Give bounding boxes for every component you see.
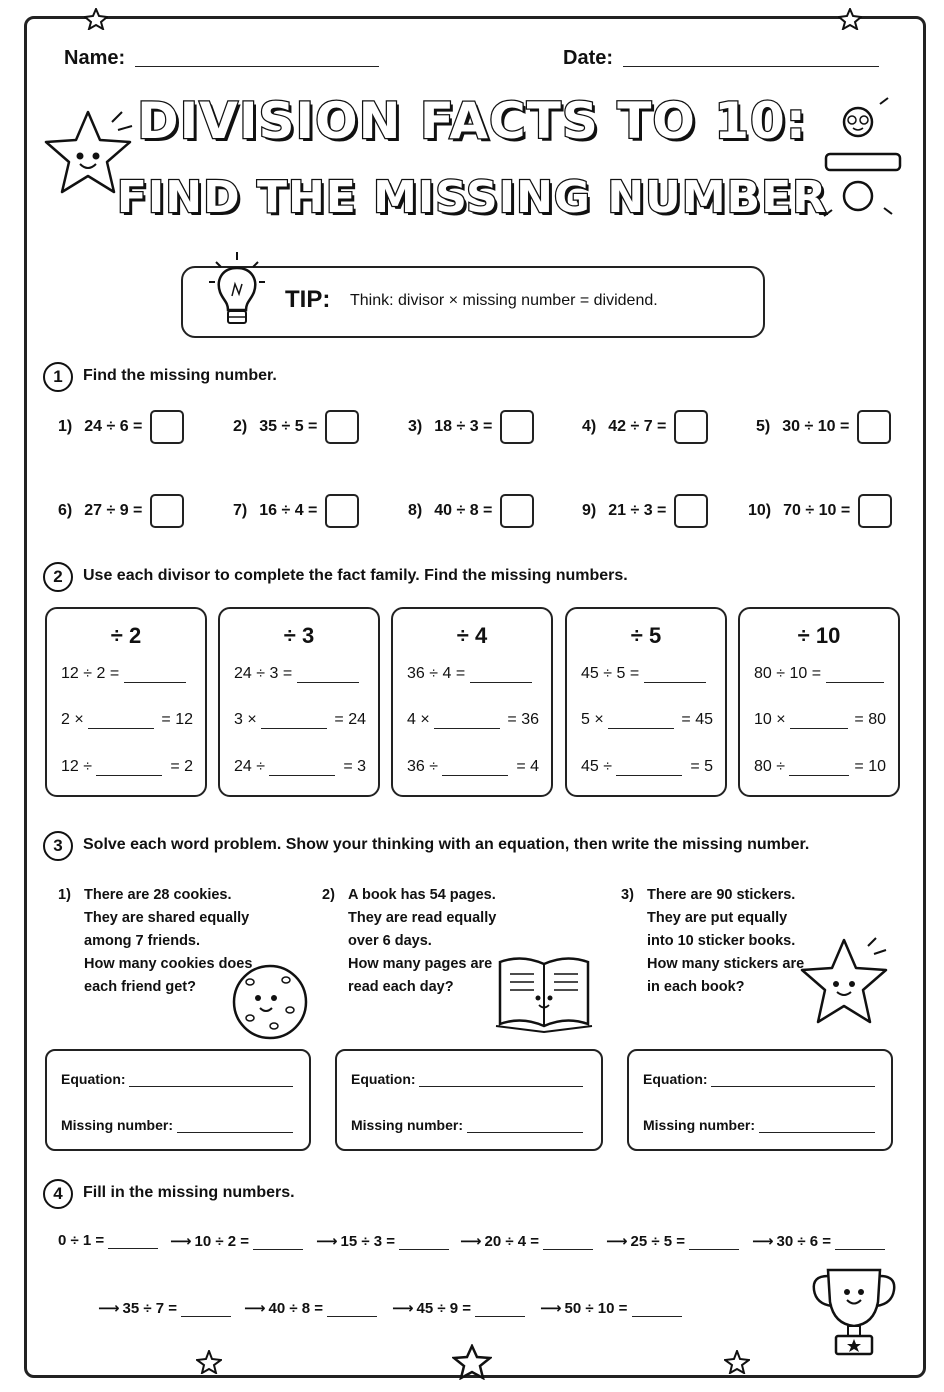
arrow-right-icon: ⟶ [460,1233,482,1250]
section-4-instruction: Fill in the missing numbers. [83,1184,295,1201]
missing-number-field[interactable] [467,1118,583,1133]
problem-item: 6) 27 ÷ 9 = [58,494,184,528]
blank-line[interactable] [96,761,162,776]
blank-line[interactable] [399,1235,449,1250]
arrow-right-icon: ⟶ [752,1233,774,1250]
word-problem: 3) There are 90 stickers. They are put equally into 10 sticker books. How many stickers are in each book? [621,887,805,995]
arrow-right-icon: ⟶ [606,1233,628,1250]
blank-line[interactable] [470,668,532,683]
answer-box[interactable] [150,494,184,528]
problem-item: 9) 21 ÷ 3 = [582,494,708,528]
blank-line[interactable] [88,714,154,729]
section-2-instruction: Use each divisor to complete the fact family. Find the missing numbers. [83,567,628,584]
division-symbol-mascot-icon [818,96,918,220]
answer-box[interactable] [857,410,891,444]
open-book-icon [494,952,594,1034]
arrow-right-icon: ⟶ [98,1300,120,1317]
blank-line[interactable] [790,714,848,729]
section-3-number: 3 [43,831,73,861]
blank-line[interactable] [442,761,508,776]
sequence-item: ⟶ 40 ÷ 8 = [244,1299,377,1317]
arrow-right-icon: ⟶ [392,1300,414,1317]
blank-line[interactable] [789,761,849,776]
border-star-icon [196,1350,222,1374]
sequence-item: ⟶ 15 ÷ 3 = [316,1232,449,1250]
missing-number-field[interactable] [177,1118,293,1133]
problem-item: 8) 40 ÷ 8 = [408,494,534,528]
answer-box[interactable] [858,494,892,528]
blank-line[interactable] [632,1302,682,1317]
section-3-instruction: Solve each word problem. Show your thinking with an equation, then write the missing number. [83,836,810,853]
blank-line[interactable] [543,1235,593,1250]
date-field[interactable] [623,66,879,67]
star-mascot-icon [796,932,900,1032]
answer-box[interactable] [674,494,708,528]
trophy-icon [806,1262,902,1362]
problem-item: 2) 35 ÷ 5 = [233,410,359,444]
sequence-item: ⟶ 45 ÷ 9 = [392,1299,525,1317]
section-1-instruction: Find the missing number. [83,367,277,384]
sequence-item: ⟶ 20 ÷ 4 = [460,1232,593,1250]
answer-box[interactable] [150,410,184,444]
blank-line[interactable] [434,714,500,729]
problem-item: 10) 70 ÷ 10 = [748,494,892,528]
date-label: Date: [563,47,614,69]
fact-family-card: ÷ 2 12 ÷ 2 = 2 × = 12 12 ÷ = 2 [45,607,207,797]
fact-family-card: ÷ 4 36 ÷ 4 = 4 × = 36 36 ÷ = 4 [391,607,553,797]
sequence-item: ⟶ 10 ÷ 2 = [170,1232,303,1250]
border-star-icon [84,8,108,30]
page-title-line1: DIVISION FACTS TO 10: [137,92,807,150]
answer-box[interactable] [325,494,359,528]
fact-family-card: ÷ 5 45 ÷ 5 = 5 × = 45 45 ÷ = 5 [565,607,727,797]
name-field[interactable] [135,66,379,67]
answer-box[interactable] [500,494,534,528]
tip-label: TIP: [285,286,331,313]
blank-line[interactable] [261,714,327,729]
star-mascot-icon [38,104,138,204]
word-problem: 2) A book has 54 pages. They are read equally over 6 days. How many pages are read each day? [322,887,497,995]
missing-number-field[interactable] [759,1118,875,1133]
blank-line[interactable] [826,668,884,683]
arrow-right-icon: ⟶ [244,1300,266,1317]
blank-line[interactable] [835,1235,885,1250]
problem-item: 1) 24 ÷ 6 = [58,410,184,444]
blank-line[interactable] [269,761,335,776]
border-star-icon [452,1344,492,1380]
blank-line[interactable] [253,1235,303,1250]
cookie-icon [228,962,312,1042]
answer-card: Equation: Missing number: [335,1049,603,1151]
word-problem: 1) There are 28 cookies. They are shared equally among 7 friends. How many cookies does each friend get? [58,887,253,995]
border-star-icon [838,8,862,30]
problem-item: 5) 30 ÷ 10 = [756,410,891,444]
lightbulb-icon [206,248,268,332]
answer-box[interactable] [500,410,534,444]
problem-item: 4) 42 ÷ 7 = [582,410,708,444]
problem-item: 7) 16 ÷ 4 = [233,494,359,528]
answer-box[interactable] [674,410,708,444]
equation-field[interactable] [711,1072,875,1087]
tip-text: Think: divisor × missing number = dividend. [350,292,658,309]
sequence-item: ⟶ 30 ÷ 6 = [752,1232,885,1250]
equation-field[interactable] [129,1072,293,1087]
name-label: Name: [64,47,126,69]
answer-box[interactable] [325,410,359,444]
blank-line[interactable] [616,761,682,776]
section-1-number: 1 [43,362,73,392]
blank-line[interactable] [124,668,186,683]
sequence-item: ⟶ 35 ÷ 7 = [98,1299,231,1317]
arrow-right-icon: ⟶ [316,1233,338,1250]
page-title-line2: FIND THE MISSING NUMBER [116,172,828,223]
blank-line[interactable] [108,1234,158,1249]
sequence-item: 0 ÷ 1 = [58,1232,158,1249]
blank-line[interactable] [475,1302,525,1317]
sequence-item: ⟶ 50 ÷ 10 = [540,1299,682,1317]
fact-family-card: ÷ 3 24 ÷ 3 = 3 × = 24 24 ÷ = 3 [218,607,380,797]
arrow-right-icon: ⟶ [540,1300,562,1317]
blank-line[interactable] [327,1302,377,1317]
problem-item: 3) 18 ÷ 3 = [408,410,534,444]
sequence-item: ⟶ 25 ÷ 5 = [606,1232,739,1250]
blank-line[interactable] [689,1235,739,1250]
arrow-right-icon: ⟶ [170,1233,192,1250]
fact-family-card: ÷ 10 80 ÷ 10 = 10 × = 80 80 ÷ = 10 [738,607,900,797]
blank-line[interactable] [181,1302,231,1317]
answer-card: Equation: Missing number: [45,1049,311,1151]
blank-line[interactable] [644,668,706,683]
equation-field[interactable] [419,1072,583,1087]
blank-line[interactable] [297,668,359,683]
answer-card: Equation: Missing number: [627,1049,893,1151]
section-4-number: 4 [43,1179,73,1209]
blank-line[interactable] [608,714,674,729]
border-star-icon [724,1350,750,1374]
section-2-number: 2 [43,562,73,592]
